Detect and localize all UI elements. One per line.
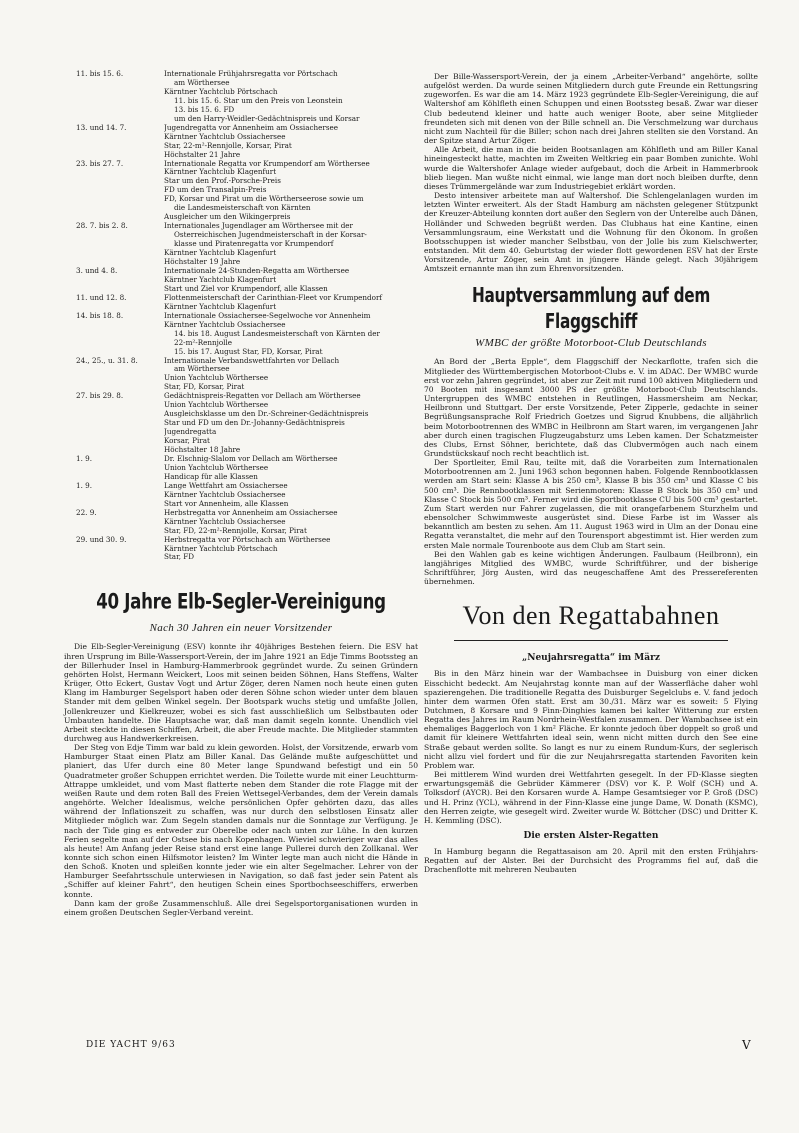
regatta-date: 14. bis 18. 8.: [76, 310, 124, 320]
regatta-entry: [64, 455, 418, 482]
regatta-entry: [64, 222, 418, 267]
regatta-line: Dr. Elschnig-Slalom vor Dellach am Wörthersee: [164, 454, 338, 463]
regatta-line: Höchstalter 19 Jahre: [164, 258, 241, 267]
regatta-line: am Wörthersee: [174, 365, 230, 374]
regatta-entry: [64, 267, 418, 294]
regatta-line: Kärntner Yachtclub Klagenfurt: [164, 249, 277, 258]
paragraph: Dann kam der große Zusammenschluß. Alle drei Segelsportorganisationen wurden in einem großen Deutschen Segler-Verband vereint.: [64, 898, 418, 917]
left-column: [64, 70, 418, 917]
regatta-schedule-list: [64, 70, 418, 562]
paragraph: Bei mittlerem Wind wurden drei Wettfahrten gesegelt. In der FD-Klasse siegten erwartungsgemäß die Gebrüder Kämmerer (DSV) vor K. P. Wolf (SCH) und A. Tolksdorf (AYCR). Bei den Korsaren wurde A. Hampe Gesamtsieger vor P. Groß (DSC) und H. Prinz (YCL), während in der Finn-Klasse eine junge Dame, W. Donath (KSMC), den Herren zeigte, wie gesegelt wird. Zweiter wurde W. Böttcher (DSC) und Dritter K. H. Kemmling (DSC).: [424, 770, 758, 825]
regatta-date: 27. bis 29. 8.: [76, 391, 124, 401]
paragraph: Alle Arbeit, die man in die beiden Bootsanlagen am Köhlfleth und am Biller Kanal hineingesteckt hatte, machten im Zweiten Weltkrieg ein paar Bomben zunichte. Wohl wurde die Waltershofer Anlage wieder aufgebaut, doch die Arbeit in Hammerbrook blieb liegen. Man wußte nicht einmal, wie lange man dort noch bleiben durfte, denn dieses Trümmergelände war zum Industriegebiet erklärt worden.: [424, 145, 758, 191]
regatta-date: 11. und 12. 8.: [76, 292, 127, 302]
regatta-entry: [64, 160, 418, 223]
regatta-date: 22. 9.: [76, 507, 97, 517]
regatta-line: Gedächtnispreis-Regatten vor Dellach am Wörthersee: [164, 392, 361, 401]
regatta-line: Kärntner Yachtclub Klagenfurt: [164, 302, 277, 311]
regatta-line: 15. bis 17. August Star, FD, Korsar, Pirat: [174, 347, 323, 356]
regatta-entry: [64, 536, 418, 563]
regatta-date: 13. und 14. 7.: [76, 122, 127, 132]
regatta-line: Internationale Ossiachersee-Segelwoche vor Annenheim: [164, 311, 371, 320]
footer-issue: DIE YACHT 9/63: [86, 1040, 176, 1050]
regatta-line: Flottenmeisterschaft der Carinthian-Fleet vor Krumpendorf: [164, 293, 383, 302]
regatta-line: Jugendregatta vor Annenheim am Ossiachersee: [164, 123, 339, 132]
regatta-line: Start vor Annenheim, alle Klassen: [164, 499, 289, 508]
subhead-alster-regatten: Die ersten Alster-Regatten: [523, 831, 659, 841]
regatta-line: Kärntner Yachtclub Ossiachersee: [164, 490, 286, 499]
regatta-date: 23. bis 27. 7.: [76, 158, 124, 168]
regatta-date: 3. und 4. 8.: [76, 265, 118, 275]
elb-article-subtitle: Nach 30 Jahren ein neuer Vorsitzender: [149, 622, 333, 635]
paragraph: An Bord der „Berta Epple“, dem Flaggschiff der Neckarflotte, trafen sich die Mitglieder des Württembergischen Motorboot-Clubs e. V. im ADAC. Der WMBC wurde erst vor zehn Jahren gegründet, ist aber zur Zeit mit rund 100 aktiven Mitgliedern und 70 Booten mit insgesamt 3000 PS der größte Motorboot-Club Deutschlands. Untergruppen des WMBC entstehen in Reutlingen, Hassmersheim am Neckar, Heilbronn und Stuttgart. Der erste Vorsitzende, Peter Zipperle, gedachte in seiner Begrüßungsansprache Rolf Friedrich Goetzes und Sigrud Knubbens, die alljährlich beim Motorbootrennen des WMBC in Heilbronn am Start waren, im vergangenen Jahr aber durch einen tragischen Flugzeugabsturz ums Leben kamen. Der Schatzmeister des Clubs, Ernst Söhner, berichtete, daß das Clubvermögen auch nach einem Grundstückskauf noch recht beachtlich ist.: [424, 357, 758, 458]
regatta-line: FD, Korsar und Pirat um die Wörtherseerose sowie um: [164, 195, 364, 204]
regatta-line: FD um den Transalpin-Preis: [164, 186, 267, 195]
paragraph: Der Bille-Wassersport-Verein, der ja einem „Arbeiter-Verband“ angehörte, sollte aufgelöst werden. Da wurde seinen Mitgliedern durch gute Freunde ein Rettungsring zugeworfen. Es war die am 14. März 1923 gegründete Elb-Segler-Vereinigung, die auf Waltershof am Köhlfleth einen Schuppen und einen Bootssteg besaß. Zwar war dieser Club bedeutend kleiner und hatte auch weniger Boote, aber seine Mitglieder freundeten sich mit denen von der Bille schnell an. Die Verschmelzung war durchaus nicht zum Nachteil für die Biller; schon nach drei Jahren stellten sie den Vorstand. An der Spitze stand Artur Zöger.: [424, 72, 758, 146]
elb-article-title: 40 Jahre Elb-Segler-Vereinigung: [96, 590, 386, 615]
regatta-line: Kärntner Yachtclub Pörtschach: [164, 544, 278, 553]
elb-article-continuation: [424, 72, 758, 273]
regatta-line: Star um den Prof.-Porsche-Preis: [164, 177, 281, 186]
regatta-line: Star, FD: [164, 553, 195, 562]
paragraph: Desto intensiver arbeitete man auf Waltershof. Die Schlengelanlagen wurden im letzten Winter erweitert. Als der Stadt Hamburg am nächsten gelegener Stützpunkt der Kreuzer-Abteilung konnten dort außer den Seglern von der Unterelbe auch Dänen, Holländer und Schweden begrüßt werden. Das Clubhaus hat eine Kantine, einen Versammlungsraum, eine Werkstatt und die Wohnung für den Ökonom. In großen Bootsschuppen ist wieder mancher Selbstbau, von der Jolle bis zum Kielschwerter, entstanden. Mit dem 40. Geburtstag der wieder flott gewordenen ESV hat der Erste Vorsitzende, Artur Zöger, sein Amt in jüngere Hände gelegt. Nach 30jährigem Amtszeit ernannte man ihn zum Ehrenvorsitzenden.: [424, 191, 758, 274]
regatta-line: Höchstalter 21 Jahre: [164, 150, 241, 159]
regatta-line: Internationale Frühjahrsregatta vor Pörtschach: [164, 70, 338, 78]
regatta-entry: [64, 392, 418, 455]
footer-page-number: V: [742, 1038, 751, 1052]
regatta-date: 24., 25., u. 31. 8.: [76, 355, 138, 365]
regatta-date: 1. 9.: [76, 453, 92, 463]
regatta-line: 22-m²-Rennjolle: [174, 338, 233, 347]
paragraph: Die Elb-Segler-Vereinigung (ESV) konnte ihr 40jähriges Bestehen feiern. Die ESV hat ihren Ursprung im Bille-Wassersport-Verein, der im Jahre 1921 an Edje Timms Bootssteg an der Billerhuder Insel in Hamburg-Hammerbrook gegründet wurde. Zu seinen Gründern gehörten Holst, Hermann Weickert, Loos mit seinen beiden Söhnen, Hans Steffens, Walter Krüger, Otto Eckert, Gustav Vogt und Artur Zöger, deren Namen noch heute einen guten Klang im Hamburger Segelsport haben oder deren Söhne schon wieder unter dem blauen Stander mit dem gelben Winkel segeln. Der Bootspark wuchs stetig und umfaßte Jollen, Jollenkreuzer und Kielkreuzer, wobei es sich fast ausschließlich um Selbstbauten oder Umbauten handelte. Die Hauptsache war, daß man damit segeln konnte. Unendlich viel Arbeit steckte in diesen Schiffen, Arbeit, die aber Freude machte. Die Mitglieder stammten durchweg aus Handwerkerkreisen.: [64, 642, 418, 743]
regatta-line: 11. bis 15. 6. Star um den Preis von Leonstein: [174, 96, 343, 105]
regatta-line: Jugendregatta: [164, 428, 217, 437]
regatta-date: 28. 7. bis 2. 8.: [76, 221, 128, 231]
regatta-line: Österreichischen Jugendmeisterschaft in der Korsar-: [174, 231, 367, 240]
regatta-line: Kärntner Yachtclub Ossiachersee: [164, 320, 286, 329]
regatta-line: Höchstalter 18 Jahre: [164, 446, 241, 455]
regatta-line: Union Yachtclub Wörthersee: [164, 401, 269, 410]
paragraph: Bei den Wahlen gab es keine wichtigen Änderungen. Faulbaum (Heilbronn), ein langjähriges Mitglied des WMBC, wurde Schriftführer, und der bisherige Schriftführer, Jörg Austen, wird das neugeschaffene Amt des Pressereferenten übernehmen.: [424, 549, 758, 587]
regatta-line: Korsar, Pirat: [164, 437, 210, 446]
regatta-line: Union Yachtclub Wörthersee: [164, 463, 269, 472]
elb-article-body: [64, 642, 418, 917]
regatta-line: klasse und Piratenregatta vor Krumpendorf: [174, 240, 334, 249]
regatta-line: 13. bis 15. 6. FD: [174, 105, 235, 114]
regatta-entry: [64, 294, 418, 312]
regatta-line: Internationale 24-Stunden-Regatta am Wörthersee: [164, 266, 350, 275]
neujahrsregatta-body: [424, 669, 758, 825]
regatta-line: Internationale Regatta vor Krumpendorf am Wörthersee: [164, 159, 370, 168]
regatta-line: 14. bis 18. August Landesmeisterschaft von Kärnten der: [174, 329, 380, 338]
regatta-line: Handicap für alle Klassen: [164, 472, 258, 481]
section-header-regattabahnen: Von den Regattabahnen: [462, 601, 720, 631]
regatta-entry: [64, 509, 418, 536]
regatta-entry: [64, 70, 418, 124]
regatta-line: Kärntner Yachtclub Ossiachersee: [164, 132, 286, 141]
subhead-neujahrsregatta: „Neujahrsregatta“ im März: [522, 653, 660, 664]
regatta-line: Internationale Verbandswettfahrten vor Dellach: [164, 356, 340, 365]
regatta-line: Lange Wettfahrt am Ossiachersee: [164, 481, 288, 490]
regatta-entry: [64, 357, 418, 393]
alster-regatten-body: [424, 847, 758, 874]
right-column: [424, 72, 758, 874]
regatta-line: Union Yachtclub Wörthersee: [164, 374, 269, 383]
regatta-line: Internationales Jugendlager am Wörthersee mit der: [164, 222, 353, 231]
paragraph: Der Sportleiter, Emil Rau, teilte mit, daß die Vorarbeiten zum Internationalen Motorbootrennen am 2. Juni 1963 schon begonnen haben. Folgende Rennbootklassen werden am Start sein: Klasse A bis 250 cm³, Klasse B bis 350 cm³ und Klasse C bis 500 cm³. Die Rennbootklassen mit Serienmotoren: Klasse B Stock bis 350 cm³ und Klasse C Stock bis 500 cm³. Ferner wird die Sportbootklasse CU bis 500 cm³ gestartet. Zum Start werden nur Fahrer zugelassen, die mit orangefarbenem Sturzhelm und ebensolcher Schwimmweste ausgerüstet sind. Diese Farbe ist im Wasser als bekanntlich am besten zu sehen. Am 11. August 1963 wird in Ulm an der Donau eine Regatta veranstaltet, die mehr auf den Tourensport abgestimmt ist. Hier werden zum ersten Male normale Tourenboote aus dem Club am Start sein.: [424, 458, 758, 550]
regatta-line: die Landesmeisterschaft von Kärnten: [174, 204, 311, 213]
regatta-line: Ausgleichsklasse um den Dr.-Schreiner-Gedächtnispreis: [164, 410, 369, 419]
paragraph: Bis in den März hinein war der Wambachsee in Duisburg von einer dicken Eisschicht bedeckt. Am Neujahrstag konnte man auf der Wasserfläche daher wohl spazierengehen. Die traditionelle Regatta des Duisburger Segelclubs e. V. fand jedoch hinter dem warmen Ofen statt. Erst am 30./31. März war es soweit: 5 Flying Dutchmen, 8 Korsare und 9 Finn-Dinghies kamen bei kalter Witterung zur ersten Regatta des Jahres im Raum Nordrhein-Westfalen zusammen. Der Wambachsee ist ein ehemaliges Baggerloch von 1 km² Fläche. Er konnte jedoch über doppelt so groß und damit für kleinere Wettfahrten ideal sein, wenn nicht mitten durch den See eine Straße gebaut werden sollte. So langt es nur zu einem Rundum-Kurs, der seglerisch nicht allzu viel fordert und für die zur Neujahrsregatta startenden Favoriten kein Problem war.: [424, 669, 758, 770]
haupt-article-subtitle: WMBC der größte Motorboot-Club Deutschlands: [475, 337, 707, 350]
regatta-line: Herbstregatta vor Pörtschach am Wörthersee: [164, 535, 331, 544]
haupt-article-title: Hauptversammlung auf dem Flaggschiff: [472, 284, 710, 335]
regatta-line: um den Harry-Weidler-Gedächtnispreis und Korsar: [174, 114, 360, 123]
regatta-entry: [64, 124, 418, 160]
regatta-date: 29. und 30. 9.: [76, 534, 127, 544]
haupt-article-body: [424, 357, 758, 586]
regatta-line: Star und FD um den Dr.-Johanny-Gedächtnispreis: [164, 419, 345, 428]
paragraph: Der Steg von Edje Timm war bald zu klein geworden. Holst, der Vorsitzende, erwarb vom Hamburger Staat einen Platz am Biller Kanal. Das Gelände mußte aufgeschüttet und planiert, das Ufer durch eine 80 Meter lange Spundwand befestigt und ein 50 Quadratmeter großer Schuppen errichtet werden. Die Toilette wurde mit einer Leuchtturm-Attrappe umkleidet, und vom Mast flatterte neben dem Stander die rote Flagge mit der weißen Raute und dem roten Ball des Freien Wettsegel-Verbandes, dem der Verein damals angehörte. Welcher Idealismus, welche persönlichen Opfer gehörten dazu, das alles während der Inflationszeit zu schaffen, was nur durch den selbstlosen Einsatz aller Mitglieder möglich war. Zum Segeln standen damals nur die Sonntage zur Verfügung. Je nach der Tide ging es entweder zur Oberelbe oder nach unten zur Lühe. In den kurzen Ferien segelte man auf der Ostsee bis nach Kopenhagen. Wieviel schwieriger war das alles als heute! Am Anfang jeder Reise stand erst eine lange Pullerei durch den Zollkanal. Wer konnte sich schon einen Hilfsmotor leisten? Im Winter legte man auch nicht die Hände in den Schoß. Knoten und spleißen konnte jeder wie ein alter Segelmacher. Lehrer von der Hamburger Seefahrtsschule unterwiesen in Navigation, so daß fast jeder sein Patent als „Schiffer auf kleiner Fahrt“, den heutigen Schein eines Sportbochseeschiffers, erwerben konnte.: [64, 743, 418, 899]
regatta-date: 1. 9.: [76, 480, 92, 490]
regatta-line: am Wörthersee: [174, 78, 230, 87]
regatta-line: Star, FD, 22-m²-Rennjolle, Korsar, Pirat: [164, 526, 307, 535]
regatta-line: Ausgleicher um den Wikingerpreis: [164, 213, 291, 222]
regatta-entry: [64, 482, 418, 509]
regatta-line: Kärntner Yachtclub Klagenfurt: [164, 168, 277, 177]
regatta-line: Herbstregatta vor Annenheim am Ossiachersee: [164, 508, 338, 517]
regatta-line: Start und Ziel vor Krumpendorf, alle Klassen: [164, 284, 328, 293]
regatta-line: Kärntner Yachtclub Ossiachersee: [164, 517, 286, 526]
regatta-line: Star, 22-m²-Rennjolle, Korsar, Pirat: [164, 141, 292, 150]
regatta-line: Star, FD, Korsar, Pirat: [164, 383, 245, 392]
regatta-entry: [64, 312, 418, 357]
section-divider: [454, 640, 728, 641]
paragraph: In Hamburg begann die Regattasaison am 20. April mit den ersten Frühjahrs-Regatten auf der Alster. Bei der Durchsicht des Programms fiel auf, daß die Drachenflotte mit mehreren Neubauten: [424, 847, 758, 875]
regatta-line: Kärntner Yachtclub Klagenfurt: [164, 275, 277, 284]
regatta-date: 11. bis 15. 6.: [76, 69, 124, 78]
regatta-line: Kärntner Yachtclub Pörtschach: [164, 87, 278, 96]
